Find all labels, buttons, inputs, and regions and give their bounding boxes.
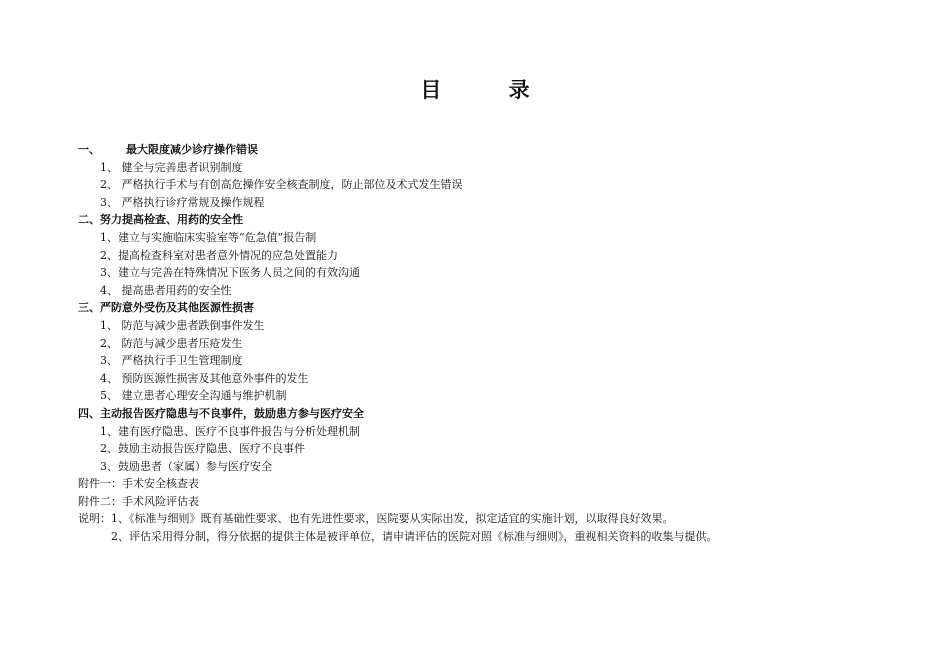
note-line: 说明：1、《标准与细则》既有基础性要求、也有先进性要求，医院要从实际出发，拟定适宜的实施计划，以取得良好效果。: [78, 512, 674, 526]
table-of-contents: [78, 141, 898, 546]
section-heading-2: [78, 211, 898, 229]
toc-item: 4、 提高患者用药的安全性: [100, 283, 232, 297]
toc-item: 2、 严格执行手术与有创高危操作安全核查制度，防止部位及术式发生错误: [100, 178, 463, 192]
section-title: 主动报告医疗隐患与不良事件，鼓励患方参与医疗安全: [100, 406, 364, 420]
section-title: 最大限度减少诊疗操作错误: [126, 143, 258, 156]
attachment-item: 附件二：手术风险评估表: [78, 494, 199, 508]
toc-item: 4、 预防医源性损害及其他意外事件的发生: [100, 371, 309, 385]
section-title: 严防意外受伤及其他医源性损害: [100, 301, 254, 315]
note-line: 2、评估采用得分制，得分依据的提供主体是被评单位，请申请评估的医院对照《标准与细则》，重视相关资料的收集与提供。: [111, 530, 718, 544]
toc-item: 1、 防范与减少患者跌倒事件发生: [100, 318, 265, 332]
section-heading-1: [78, 141, 898, 159]
section-number: 一、: [78, 143, 100, 156]
section-number: 四、: [78, 406, 100, 420]
section-heading-4: [78, 405, 898, 423]
section-number: 二、: [78, 213, 100, 227]
section-heading-3: [78, 299, 898, 317]
toc-item: 2、 防范与减少患者压疮发生: [100, 336, 243, 350]
toc-item: 3、 严格执行手卫生管理制度: [100, 354, 243, 368]
toc-item: 2、鼓励主动报告医疗隐患、医疗不良事件: [100, 442, 305, 456]
toc-item: 3、鼓励患者（家属）参与医疗安全: [100, 459, 272, 473]
page-title: 目 录: [420, 78, 560, 102]
toc-item: 3、 严格执行诊疗常规及操作规程: [100, 195, 265, 209]
toc-item: 1、建立与实施临床实验室等“危急值”报告制: [100, 230, 317, 244]
toc-item: 1、 健全与完善患者识别制度: [100, 160, 243, 174]
toc-item: 5、 建立患者心理安全沟通与维护机制: [100, 389, 287, 403]
toc-item: 2、提高检查科室对患者意外情况的应急处置能力: [100, 248, 338, 262]
section-title: 努力提高检查、用药的安全性: [100, 213, 243, 227]
section-number: 三、: [78, 301, 100, 315]
attachment-item: 附件一：手术安全核查表: [78, 477, 199, 491]
toc-item: 1、建有医疗隐患、医疗不良事件报告与分析处理机制: [100, 424, 360, 438]
toc-item: 3、建立与完善在特殊情况下医务人员之间的有效沟通: [100, 266, 360, 280]
